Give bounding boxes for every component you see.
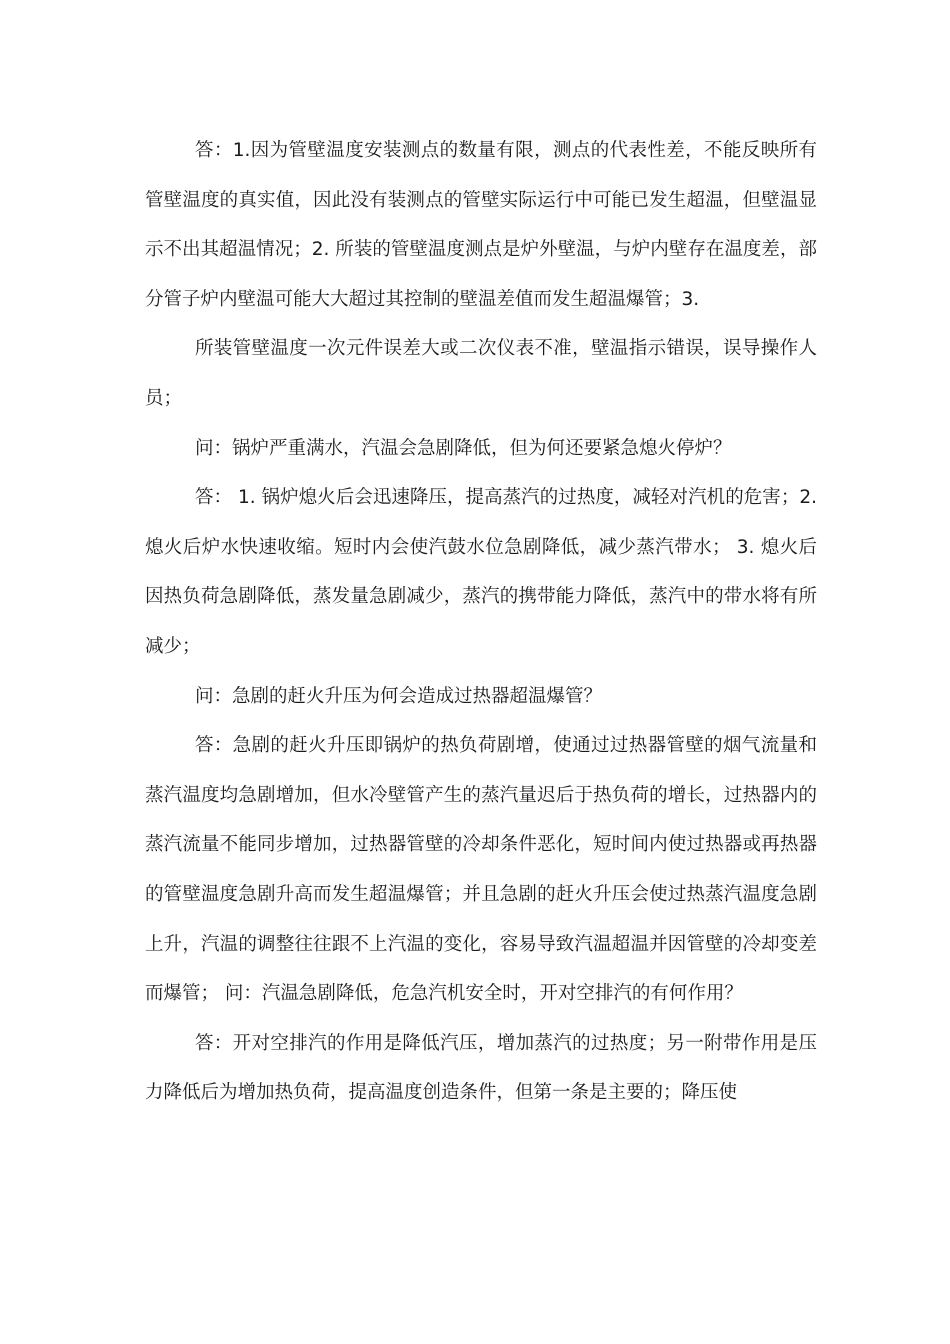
paragraph-wall-temp-instrument: 所装管壁温度一次元件误差大或二次仪表不准，壁温指示错误，误导操作人员； [145, 338, 817, 409]
paragraph-answer-full-water: 答： 1. 锅炉熄火后会迅速降压，提高蒸汽的过热度，减轻对汽机的危害；2. 熄火后炉水快速收缩。短时内会使汽鼓水位急剧降低，减少蒸汽带水； 3. 熄火后因热负荷急剧降低，蒸发量急剧减少，蒸汽的携带能力降低，蒸汽中的带水将有所减少； [145, 487, 817, 657]
document-body [145, 126, 817, 1118]
paragraph-question-full-water: 问：锅炉严重满水，汽温会急剧降低，但为何还要紧急熄火停炉？ [194, 437, 732, 459]
paragraph-question-rapid-pressure: 问：急剧的赶火升压为何会造成过热器超温爆管？ [194, 685, 602, 707]
paragraph-answer-rapid-pressure: 答：急剧的赶火升压即锅炉的热负荷剧增，使通过过热器管壁的烟气流量和蒸汽温度均急剧增加，但水冷壁管产生的蒸汽量迟后于热负荷的增长，过热器内的蒸汽流量不能同步增加，过热器管壁的冷却条件恶化，短时间内使过热器或再热器的管壁温度急剧升高而发生超温爆管；并且急剧的赶火升压会使过热蒸汽温度急剧上升，汽温的调整往往跟不上汽温的变化，容易导致汽温超温并因管壁的冷却变差而爆管； 问：汽温急剧降低，危急汽机安全时，开对空排汽的有何作用？ [145, 735, 817, 1005]
paragraph-answer-vent: 答：开对空排汽的作用是降低汽压，增加蒸汽的过热度；另一附带作用是压力降低后为增加热负荷，提高温度创造条件，但第一条是主要的；降压使 [145, 1032, 817, 1104]
paragraph-answer-wall-temp: 答：1.因为管壁温度安装测点的数量有限，测点的代表性差，不能反映所有管壁温度的真实值，因此没有装测点的管壁实际运行中可能已发生超温，但壁温显示不出其超温情况；2. 所装的管壁温度测点是炉外壁温，与炉内壁存在温度差，部分管子炉内壁温可能大大超过其控制的壁温差值而发生超温爆管；3. [145, 140, 817, 310]
